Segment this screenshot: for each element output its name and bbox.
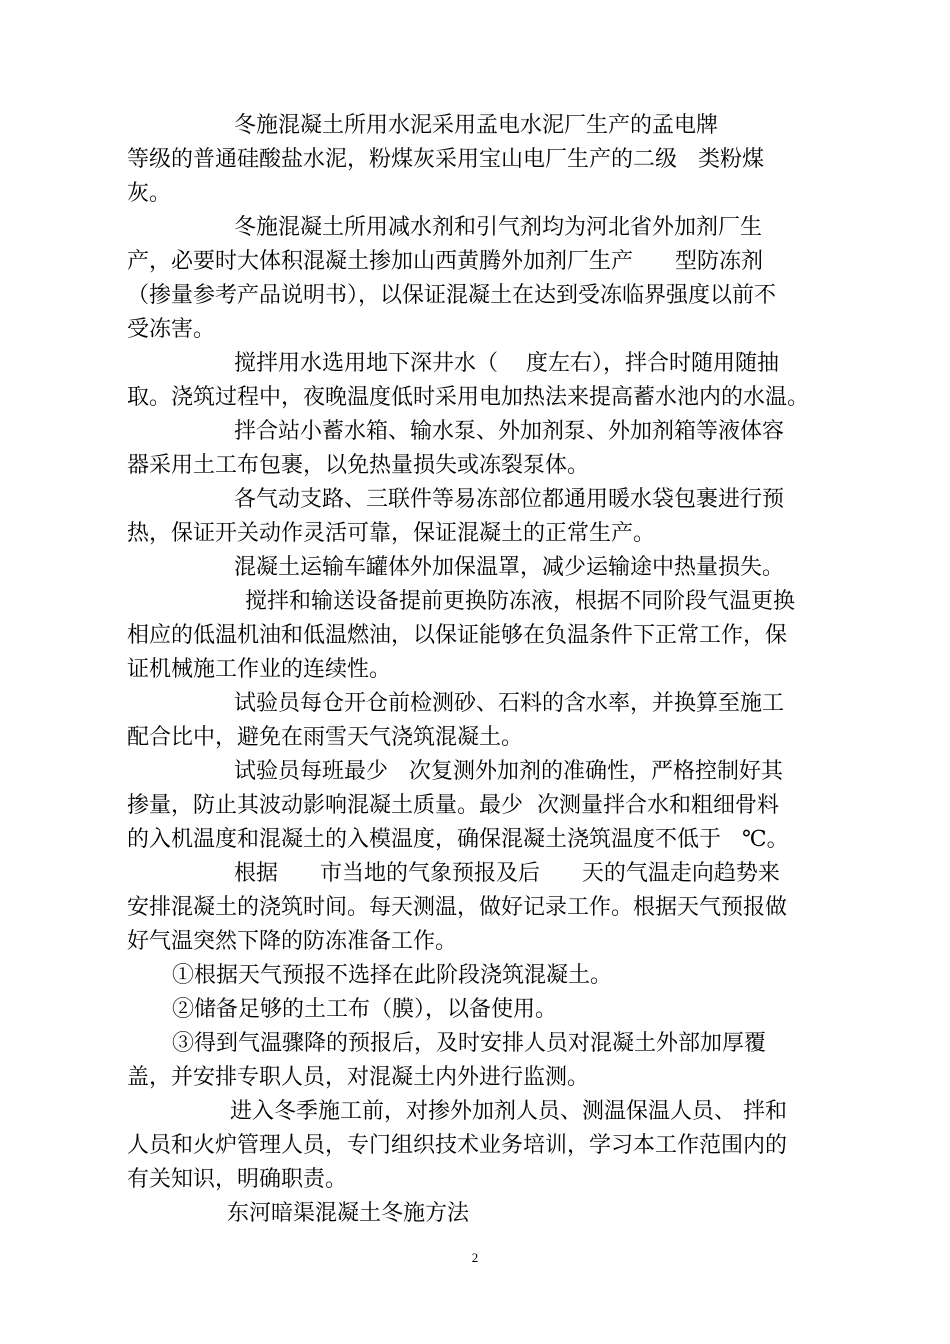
text-line: 好气温突然下降的防冻准备工作。 (127, 929, 458, 954)
list-item: ②储备足够的土工布（膜），以备使用。 (172, 997, 558, 1022)
text-line: 搅拌用水选用地下深井水（ 度左右），拌合时随用随抽 (234, 351, 779, 376)
text-line: 掺量，防止其波动影响混凝土质量。最少 次测量拌合水和粗细骨料 (127, 793, 779, 818)
text-line: 受冻害。 (127, 317, 216, 342)
text-line: 取。浇筑过程中，夜晚温度低时采用电加热法来提高蓄水池内的水温。 (127, 385, 810, 410)
text-line: 配合比中，避免在雨雪天气浇筑混凝土。 (127, 725, 524, 750)
text-line: 产，必要时大体积混凝土掺加山西黄腾外加剂厂生产 型防冻剂 (127, 249, 763, 274)
text-line: 各气动支路、三联件等易冻部位都通用暖水袋包裹进行预 (234, 487, 785, 512)
section-heading: 东河暗渠混凝土冬施方法 (227, 1201, 470, 1226)
text-line: 冬施混凝土所用水泥采用孟电水泥厂生产的孟电牌 (234, 113, 719, 138)
text-line: 人员和火炉管理人员，专门组织技术业务培训，学习本工作范围内的 (127, 1133, 788, 1158)
text-line: 试验员每班最少 次复测外加剂的准确性，严格控制好其 (234, 759, 783, 784)
text-line: （掺量参考产品说明书），以保证混凝土在达到受冻临界强度以前不 (127, 283, 777, 308)
text-line: 器采用土工布包裹，以免热量损失或冻裂泵体。 (127, 453, 590, 478)
text-line: 有关知识，明确职责。 (127, 1167, 348, 1192)
text-line: 盖，并安排专职人员，对混凝土内外进行监测。 (127, 1065, 590, 1090)
text-line: 灰。 (127, 181, 172, 206)
text-line: 试验员每仓开仓前检测砂、石料的含水率，并换算至施工 (234, 691, 785, 716)
text-line: 进入冬季施工前，对掺外加剂人员、测温保温人员、 拌和 (230, 1099, 787, 1124)
list-item: ③得到气温骤降的预报后，及时安排人员对混凝土外部加厚覆 (172, 1031, 767, 1056)
text-line: 搅拌和输送设备提前更换防冻液，根据不同阶段气温更换 (245, 589, 796, 614)
text-line: 相应的低温机油和低温燃油，以保证能够在负温条件下正常工作，保 (127, 623, 788, 648)
text-line: 热，保证开关动作灵活可靠，保证混凝土的正常生产。 (127, 521, 656, 546)
text-line: 拌合站小蓄水箱、输水泵、外加剂泵、外加剂箱等液体容 (234, 419, 785, 444)
text-line: 等级的普通硅酸盐水泥，粉煤灰采用宝山电厂生产的二级 类粉煤 (127, 147, 764, 172)
text-line: 根据 市当地的气象预报及后 天的气温走向趋势来 (234, 861, 780, 886)
text-line: 混凝土运输车罐体外加保温罩，减少运输途中热量损失。 (234, 555, 785, 580)
text-line: 安排混凝土的浇筑时间。每天测温，做好记录工作。根据天气预报做 (127, 895, 788, 920)
text-line: 证机械施工作业的连续性。 (127, 657, 392, 682)
text-line: 的入机温度和混凝土的入模温度，确保混凝土浇筑温度不低于 ℃。 (127, 827, 789, 852)
list-item: ①根据天气预报不选择在此阶段浇筑混凝土。 (172, 963, 613, 988)
text-line: 冬施混凝土所用减水剂和引气剂均为河北省外加剂厂生 (234, 215, 763, 240)
page-number: 2 (471, 1250, 479, 1265)
